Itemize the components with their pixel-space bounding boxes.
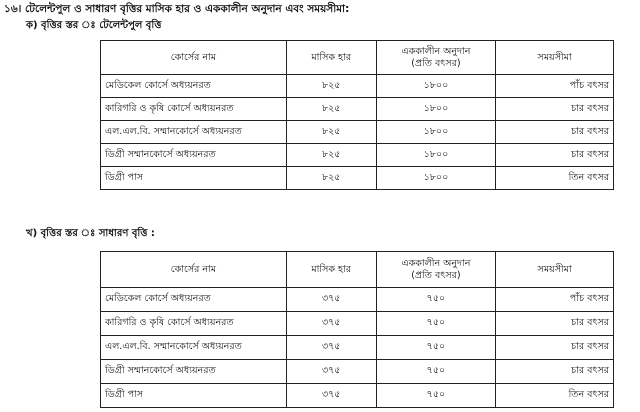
- course-cell: ডিগ্রী পাস: [101, 384, 287, 408]
- table-row: [101, 384, 614, 408]
- rate-cell: ৩৭৫: [286, 360, 376, 384]
- course-cell: এল.এল.বি. সম্মানকোর্সে অধ্যয়নরত: [101, 121, 287, 144]
- header-grant-line2: (প্রতি বৎসর): [411, 57, 461, 69]
- header-grant-line2: (প্রতি বৎসর): [411, 269, 461, 281]
- section-heading: ১৬। টেলেন্টপুল ও সাধারণ বৃত্তির মাসিক হার ও এককালীন অনুদান এবং সময়সীমা:: [4, 3, 350, 15]
- header-monthly-rate: মাসিক হার: [286, 252, 376, 288]
- table-row: [101, 167, 614, 190]
- rate-cell: ৩৭৫: [286, 336, 376, 360]
- course-cell: ডিগ্রী সম্মানকোর্সে অধ্যয়নরত: [101, 144, 287, 167]
- table-row: [101, 98, 614, 121]
- duration-cell: পাঁচ বৎসর: [496, 288, 614, 312]
- header-monthly-rate: মাসিক হার: [286, 41, 376, 75]
- table-row: [101, 121, 614, 144]
- course-cell: কারিগরি ও কৃষি কোর্সে অধ্যয়নরত: [101, 98, 287, 121]
- rate-cell: ৮২৫: [286, 144, 376, 167]
- table-row: [101, 75, 614, 98]
- grant-cell: ১৮০০: [376, 167, 496, 190]
- header-one-time-grant: [376, 252, 496, 288]
- grant-cell: ৭৫০: [376, 288, 496, 312]
- duration-cell: চার বৎসর: [496, 144, 614, 167]
- talentpool-subheading: ক) বৃত্তির স্তর ঃ টেলেন্টপুল বৃত্তি: [26, 20, 162, 31]
- rate-cell: ৮২৫: [286, 75, 376, 98]
- rate-cell: ৩৭৫: [286, 384, 376, 408]
- header-duration: সময়সীমা: [496, 252, 614, 288]
- table-header-row: [101, 252, 614, 288]
- grant-cell: ৭৫০: [376, 384, 496, 408]
- table-row: [101, 288, 614, 312]
- table-row: [101, 336, 614, 360]
- table-row: [101, 360, 614, 384]
- header-grant-line1: এককালীন অনুদান: [401, 45, 471, 57]
- grant-cell: ১৮০০: [376, 121, 496, 144]
- general-scholarship-table: [100, 251, 614, 408]
- course-cell: মেডিকেল কোর্সে অধ্যয়নরত: [101, 288, 287, 312]
- grant-cell: ৭৫০: [376, 312, 496, 336]
- course-cell: এল.এল.বি. সম্মানকোর্সে অধ্যয়নরত: [101, 336, 287, 360]
- header-one-time-grant: [376, 41, 496, 75]
- rate-cell: ৮২৫: [286, 98, 376, 121]
- duration-cell: চার বৎসর: [496, 360, 614, 384]
- course-cell: ডিগ্রী সম্মানকোর্সে অধ্যয়নরত: [101, 360, 287, 384]
- table-row: [101, 144, 614, 167]
- grant-cell: ৭৫০: [376, 360, 496, 384]
- course-cell: কারিগরি ও কৃষি কোর্সে অধ্যয়নরত: [101, 312, 287, 336]
- duration-cell: চার বৎসর: [496, 121, 614, 144]
- grant-cell: ১৮০০: [376, 98, 496, 121]
- duration-cell: পাঁচ বৎসর: [496, 75, 614, 98]
- table-header-row: [101, 41, 614, 75]
- grant-cell: ১৮০০: [376, 75, 496, 98]
- general-scholarship-subheading: খ) বৃত্তির স্তর ঃ সাধারণ বৃত্তি :: [26, 228, 155, 239]
- duration-cell: চার বৎসর: [496, 312, 614, 336]
- header-duration: সময়সীমা: [496, 41, 614, 75]
- talentpool-scholarship-table: [100, 40, 614, 190]
- duration-cell: তিন বৎসর: [496, 384, 614, 408]
- table-row: [101, 312, 614, 336]
- grant-cell: ১৮০০: [376, 144, 496, 167]
- rate-cell: ৩৭৫: [286, 288, 376, 312]
- header-course-name: কোর্সের নাম: [101, 41, 287, 75]
- duration-cell: তিন বৎসর: [496, 167, 614, 190]
- duration-cell: চার বৎসর: [496, 98, 614, 121]
- rate-cell: ৮২৫: [286, 167, 376, 190]
- rate-cell: ৩৭৫: [286, 312, 376, 336]
- course-cell: ডিগ্রী পাস: [101, 167, 287, 190]
- grant-cell: ৭৫০: [376, 336, 496, 360]
- header-course-name: কোর্সের নাম: [101, 252, 287, 288]
- course-cell: মেডিকেল কোর্সে অধ্যয়নরত: [101, 75, 287, 98]
- duration-cell: চার বৎসর: [496, 336, 614, 360]
- rate-cell: ৮২৫: [286, 121, 376, 144]
- header-grant-line1: এককালীন অনুদান: [401, 257, 471, 269]
